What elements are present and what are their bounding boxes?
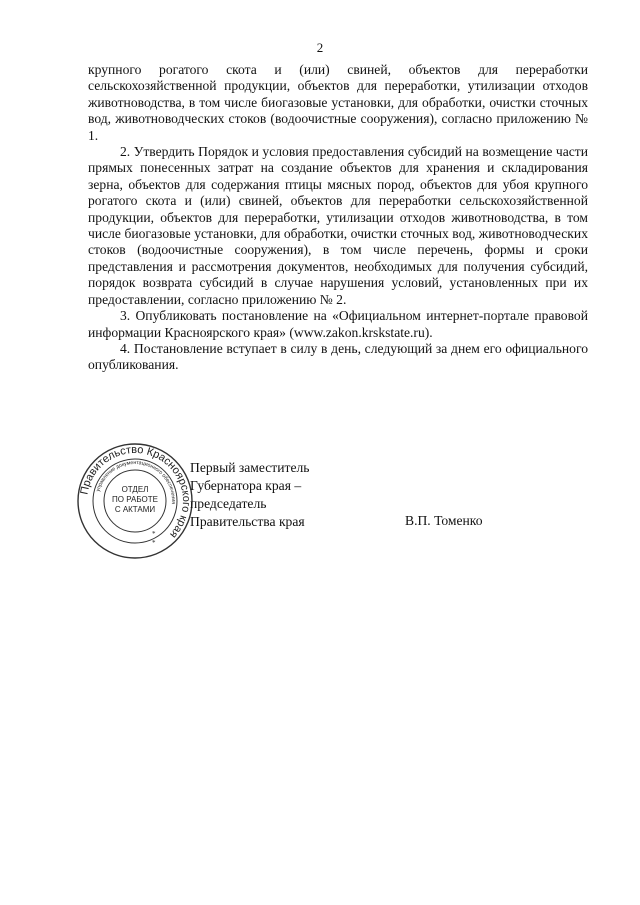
stamp-star-icon: * [152, 530, 156, 538]
paragraph-3: 3. Опубликовать постановление на «Официальном интернет-портале правовой информации Красноярского края» (www.zakon.krskstate.ru). [88, 308, 588, 340]
signature-title-line-2: Губернатора края – [190, 478, 302, 493]
stamp-inner-text: управление документационного обеспечения [95, 459, 177, 505]
official-stamp [76, 442, 194, 560]
signature-block [190, 459, 309, 531]
document-body [88, 62, 588, 374]
stamp-center-line-3: С АКТАМИ [114, 505, 156, 514]
page-number: 2 [316, 40, 324, 55]
stamp-star-icon: * [152, 539, 156, 547]
stamp-center-line-1: ОТДЕЛ [121, 485, 149, 494]
stamp-center-line-2: ПО РАБОТЕ [112, 495, 158, 504]
paragraph-4: 4. Постановление вступает в силу в день, следующий за днем его официального опубликования. [88, 340, 588, 373]
paragraph-continuation: крупного рогатого скота и (или) свиней, объектов для переработки сельскохозяйственной продукции, объектов для переработки, утилизации отходов животноводства, в том числе биогазовые установки, для обработки, очистки сточных вод, животноводческих стоков (водоочистные сооружения), согласно приложению № 1. [88, 62, 588, 143]
signatory-name: В.П. Томенко [405, 513, 483, 528]
signature-title-line-4: Правительства края [190, 514, 305, 529]
stamp-outer-text: Правительство Красноярского края [78, 443, 193, 541]
signature-title-line-1: Первый заместитель [190, 460, 310, 475]
signature-title-line-3: председатель [190, 496, 267, 511]
paragraph-2: 2. Утвердить Порядок и условия предоставления субсидий на возмещение части прямых понесенных затрат на создание объектов для хранения и складирования зерна, объектов для содержания птицы мясных пород, объектов для убоя крупного рогатого скота и (или) свиней, объектов для переработки сельскохозяйственной продукции, объектов для переработки, утилизации отходов животноводства, в том числе биогазовые установки, для обработки, очистки сточных вод, животноводческих стоков (водоочистные сооружения), в том числе перечень, формы и сроки представления и рассмотрения документов, необходимых для получения субсидий, порядок возврата субсидий в случае нарушения условий, установленных при их предоставлении, согласно приложению № 2. [88, 144, 588, 307]
